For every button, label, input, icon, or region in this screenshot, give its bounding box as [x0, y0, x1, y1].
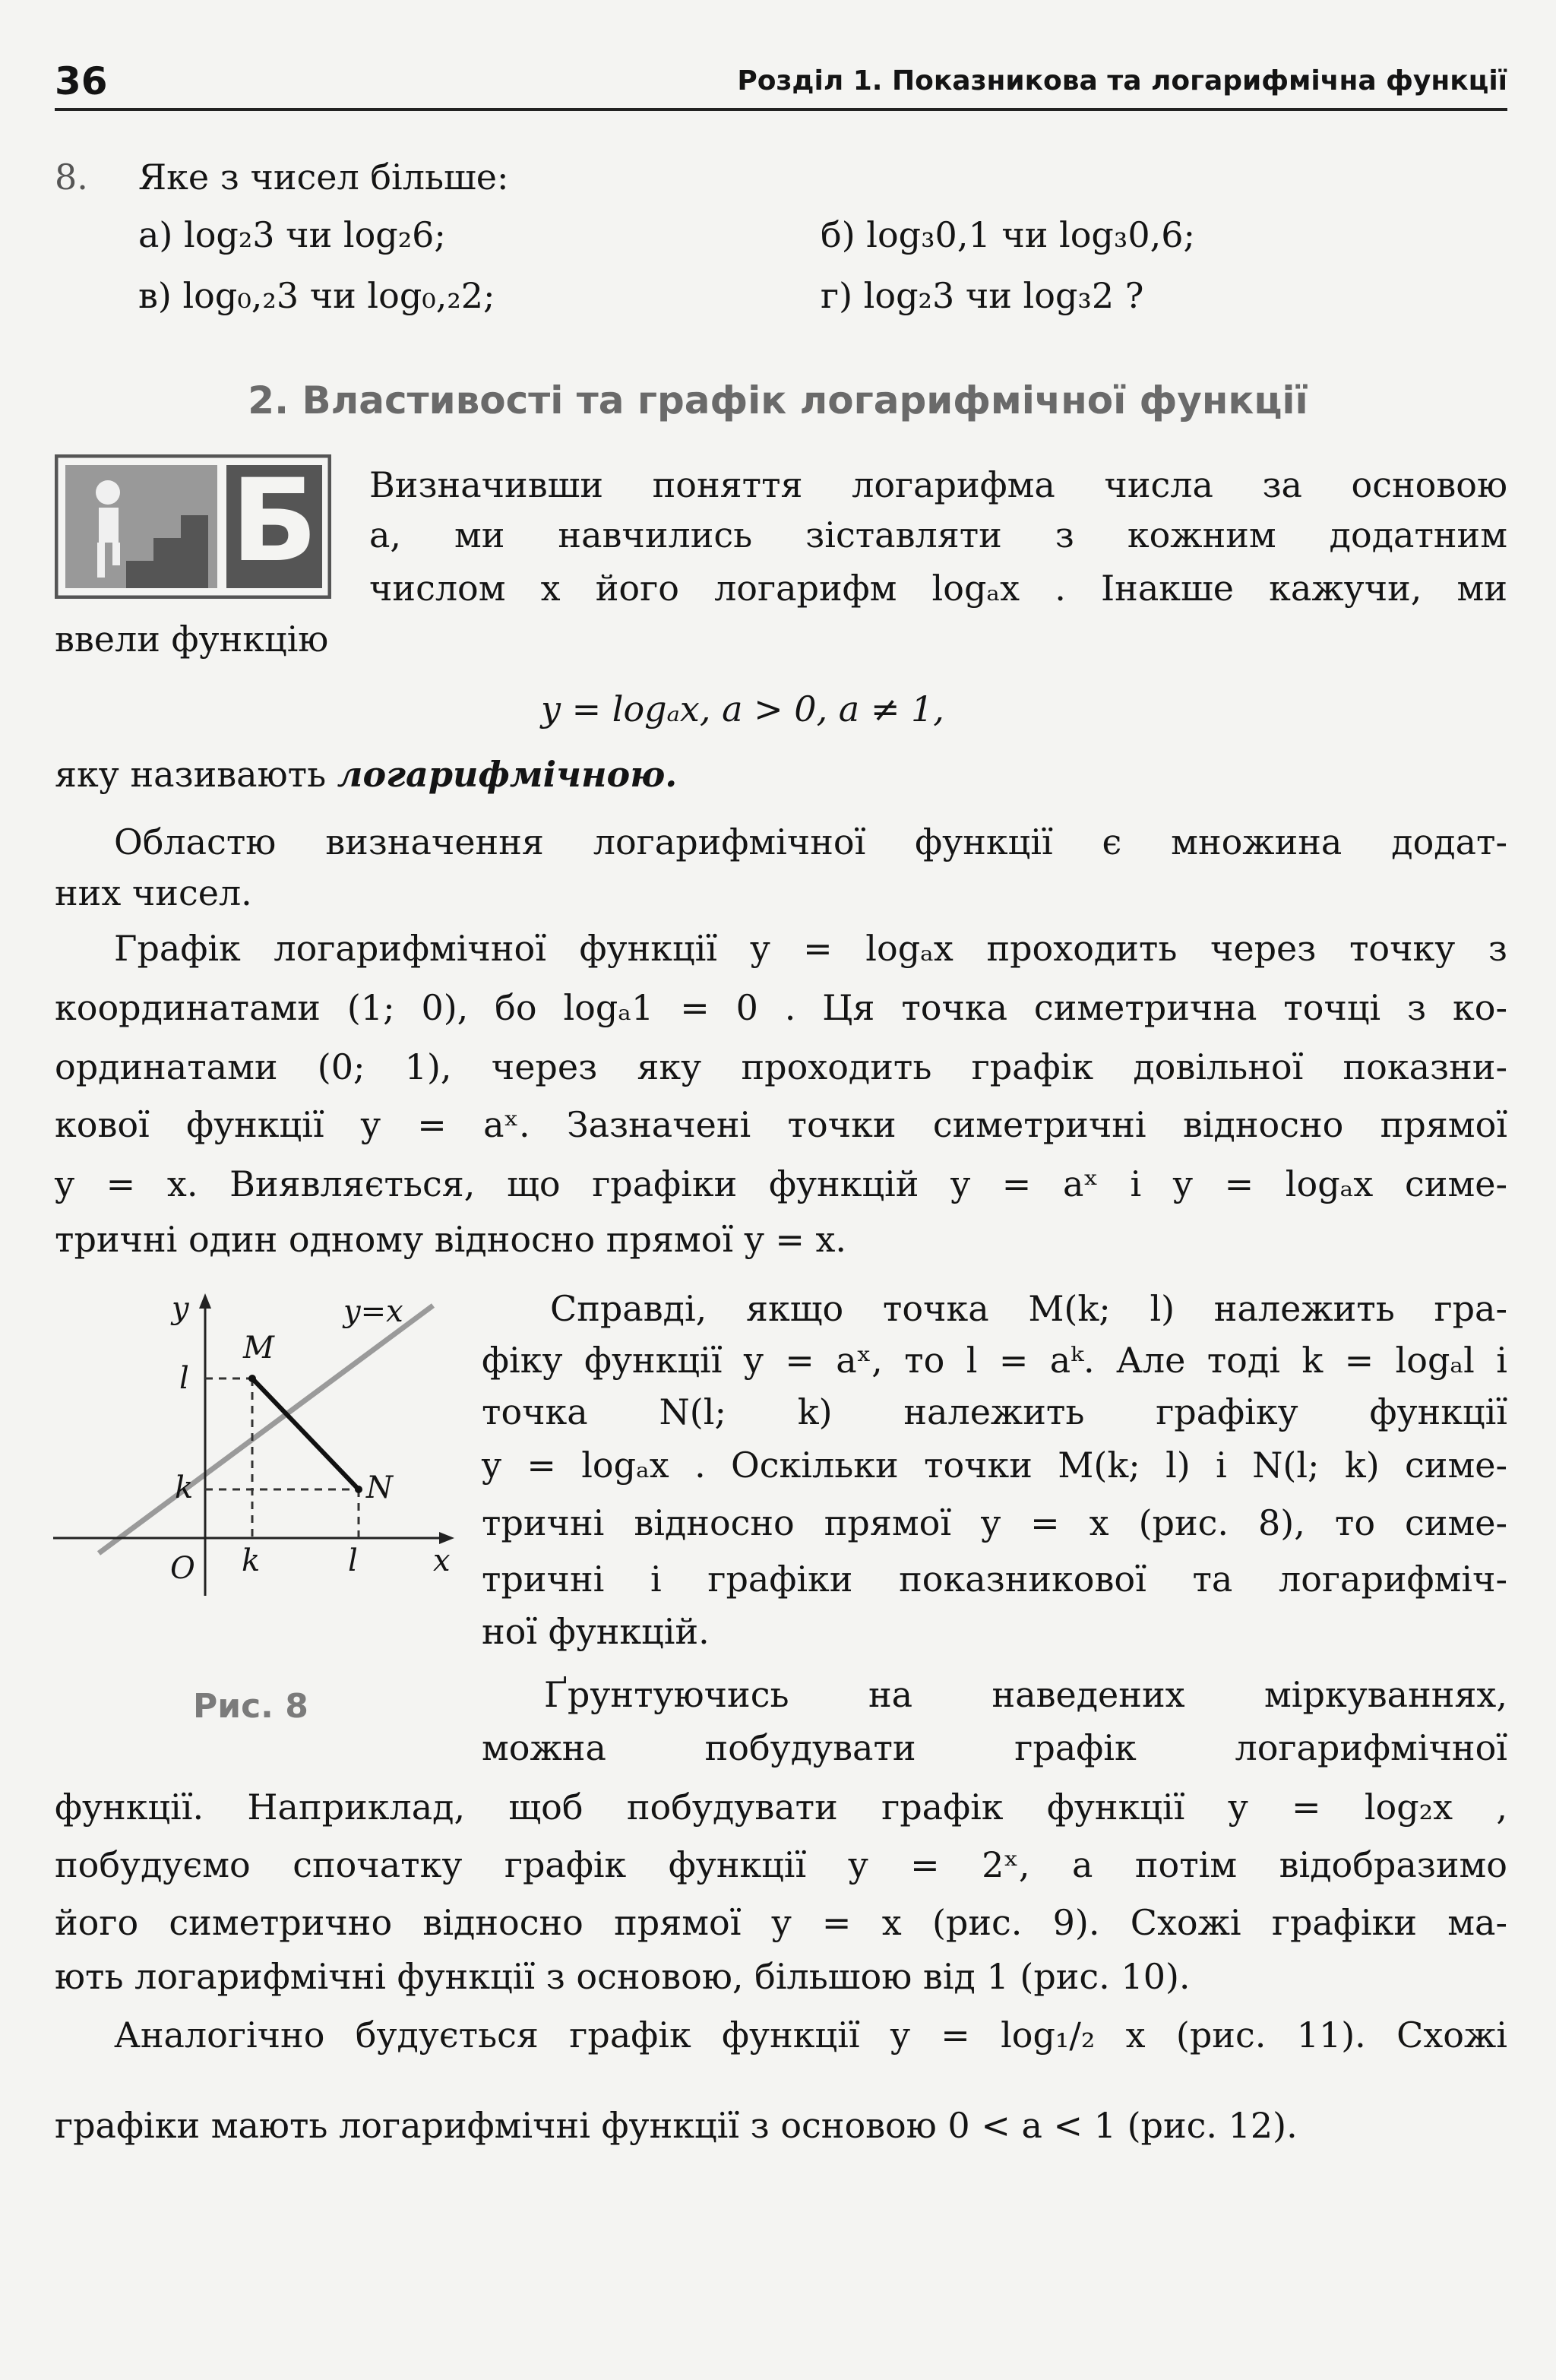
line-y-equals-x-label: y=x	[343, 1294, 403, 1329]
para1-line5	[55, 754, 677, 796]
para5-line5: його симетрично відносно прямої y = x (рис. 9). Схожі графіки ма-	[55, 1902, 1507, 1943]
y-axis-label: y	[172, 1291, 189, 1326]
para2-line2: них чисел.	[55, 872, 252, 913]
para4-line3: точка N(l; k) належить графіку функції	[482, 1391, 1507, 1432]
exercise-item-a	[138, 214, 446, 256]
exercise-item-d	[821, 275, 1143, 317]
chapter-title: Розділ 1. Показникова та логарифмічна функції	[737, 65, 1507, 97]
para6-line1: Аналогічно будується графік функції y = log₁/₂ x (рис. 11). Схожі	[114, 2014, 1507, 2056]
page-number: 36	[55, 59, 108, 103]
para1-line2: a, ми навчились зіставляти з кожним додатним	[369, 514, 1507, 555]
figure-8	[53, 1284, 463, 1603]
para5-line1: Ґрунтуючись на наведених міркуваннях,	[544, 1674, 1507, 1715]
para4-line6: тричні і графіки показникової та логарифміч-	[482, 1559, 1507, 1600]
x-axis-l-label: l	[348, 1543, 358, 1578]
para3-line5: y = x. Виявляється, що графіки функцій y = aˣ і y = logₐx симе-	[55, 1163, 1507, 1204]
para3-line2: координатами (1; 0), бо logₐ1 = 0 . Ця точка симетрична точці з ко-	[55, 987, 1507, 1028]
para3-line6: тричні один одному відносно прямої y = x.	[55, 1219, 847, 1260]
point-m-label: M	[243, 1331, 274, 1366]
para1-line1: Визначивши поняття логарифма числа за основою	[369, 464, 1507, 505]
x-axis-k-label: k	[242, 1543, 261, 1578]
section-title: 2. Властивості та графік логарифмічної функції	[248, 378, 1308, 423]
running-header	[55, 55, 1507, 111]
item-d-label: г)	[821, 275, 853, 316]
para4-line4: y = logₐx . Оскільки точки M(k; l) і N(l; k) симе-	[482, 1445, 1507, 1486]
para3-line1: Графік логарифмічної функції y = logₐx проходить через точку з	[114, 928, 1507, 969]
para4-line2: фіку функції y = aˣ, то l = aᵏ. Але тоді k = logₐl і	[482, 1340, 1507, 1381]
para1-line3: числом x його логарифм logₐx . Інакше кажучи, ми	[369, 568, 1507, 609]
para3-line3: ординатами (0; 1), через яку проходить графік довільної показни-	[55, 1046, 1507, 1087]
item-b-text: log₃0,1 чи log₃0,6;	[866, 214, 1195, 255]
item-c-label: в)	[138, 275, 172, 316]
definition-formula: y = logₐx, a > 0, a ≠ 1,	[541, 688, 944, 730]
para2-line1: Областю визначення логарифмічної функції є множина додат-	[114, 821, 1507, 862]
logo-letter: Б	[230, 455, 318, 587]
para5-line2: можна побудувати графік логарифмічної	[482, 1727, 1507, 1768]
y-axis-l-label: l	[179, 1361, 189, 1396]
para4-line7: ної функцій.	[482, 1611, 710, 1652]
term-logarithmic: логарифмічною.	[337, 754, 678, 795]
item-c-text: log₀,₂3 чи log₀,₂2;	[182, 275, 495, 316]
para5-line3: функції. Наприклад, щоб побудувати графік функції y = log₂x ,	[55, 1787, 1507, 1828]
y-axis-k-label: k	[175, 1470, 194, 1505]
item-a-text: log₂3 чи log₂6;	[184, 214, 446, 255]
item-d-text: log₂3 чи log₃2 ?	[863, 275, 1144, 316]
para4-line1: Справді, якщо точка M(k; l) належить гра-	[550, 1288, 1507, 1329]
figure-caption: Рис. 8	[193, 1687, 308, 1726]
para5-line4: побудуємо спочатку графік функції y = 2ˣ, а потім відобразимо	[55, 1844, 1507, 1885]
exercise-item-c	[138, 275, 495, 317]
origin-label: O	[170, 1551, 195, 1586]
x-axis-label: x	[433, 1543, 451, 1578]
para5-line6: ють логарифмічні функції з основою, більшою від 1 (рис. 10).	[55, 1956, 1191, 1997]
exercise-item-b	[821, 214, 1195, 256]
exercise-number: 8.	[55, 157, 88, 198]
exercise-question: Яке з чисел більше:	[138, 157, 509, 198]
level-b-logo	[55, 454, 331, 599]
para1-line5-text: яку називають	[55, 754, 327, 795]
item-a-label: а)	[138, 214, 173, 255]
point-n-label: N	[366, 1470, 393, 1505]
para3-line4: кової функції y = aˣ. Зазначені точки симетричні відносно прямої	[55, 1104, 1507, 1145]
para1-line4: ввели функцію	[55, 619, 329, 660]
item-b-label: б)	[821, 214, 855, 255]
para6-line2: графіки мають логарифмічні функції з основою 0 < a < 1 (рис. 12).	[55, 2105, 1298, 2146]
para4-line5: тричні відносно прямої y = x (рис. 8), то симе-	[482, 1502, 1507, 1543]
